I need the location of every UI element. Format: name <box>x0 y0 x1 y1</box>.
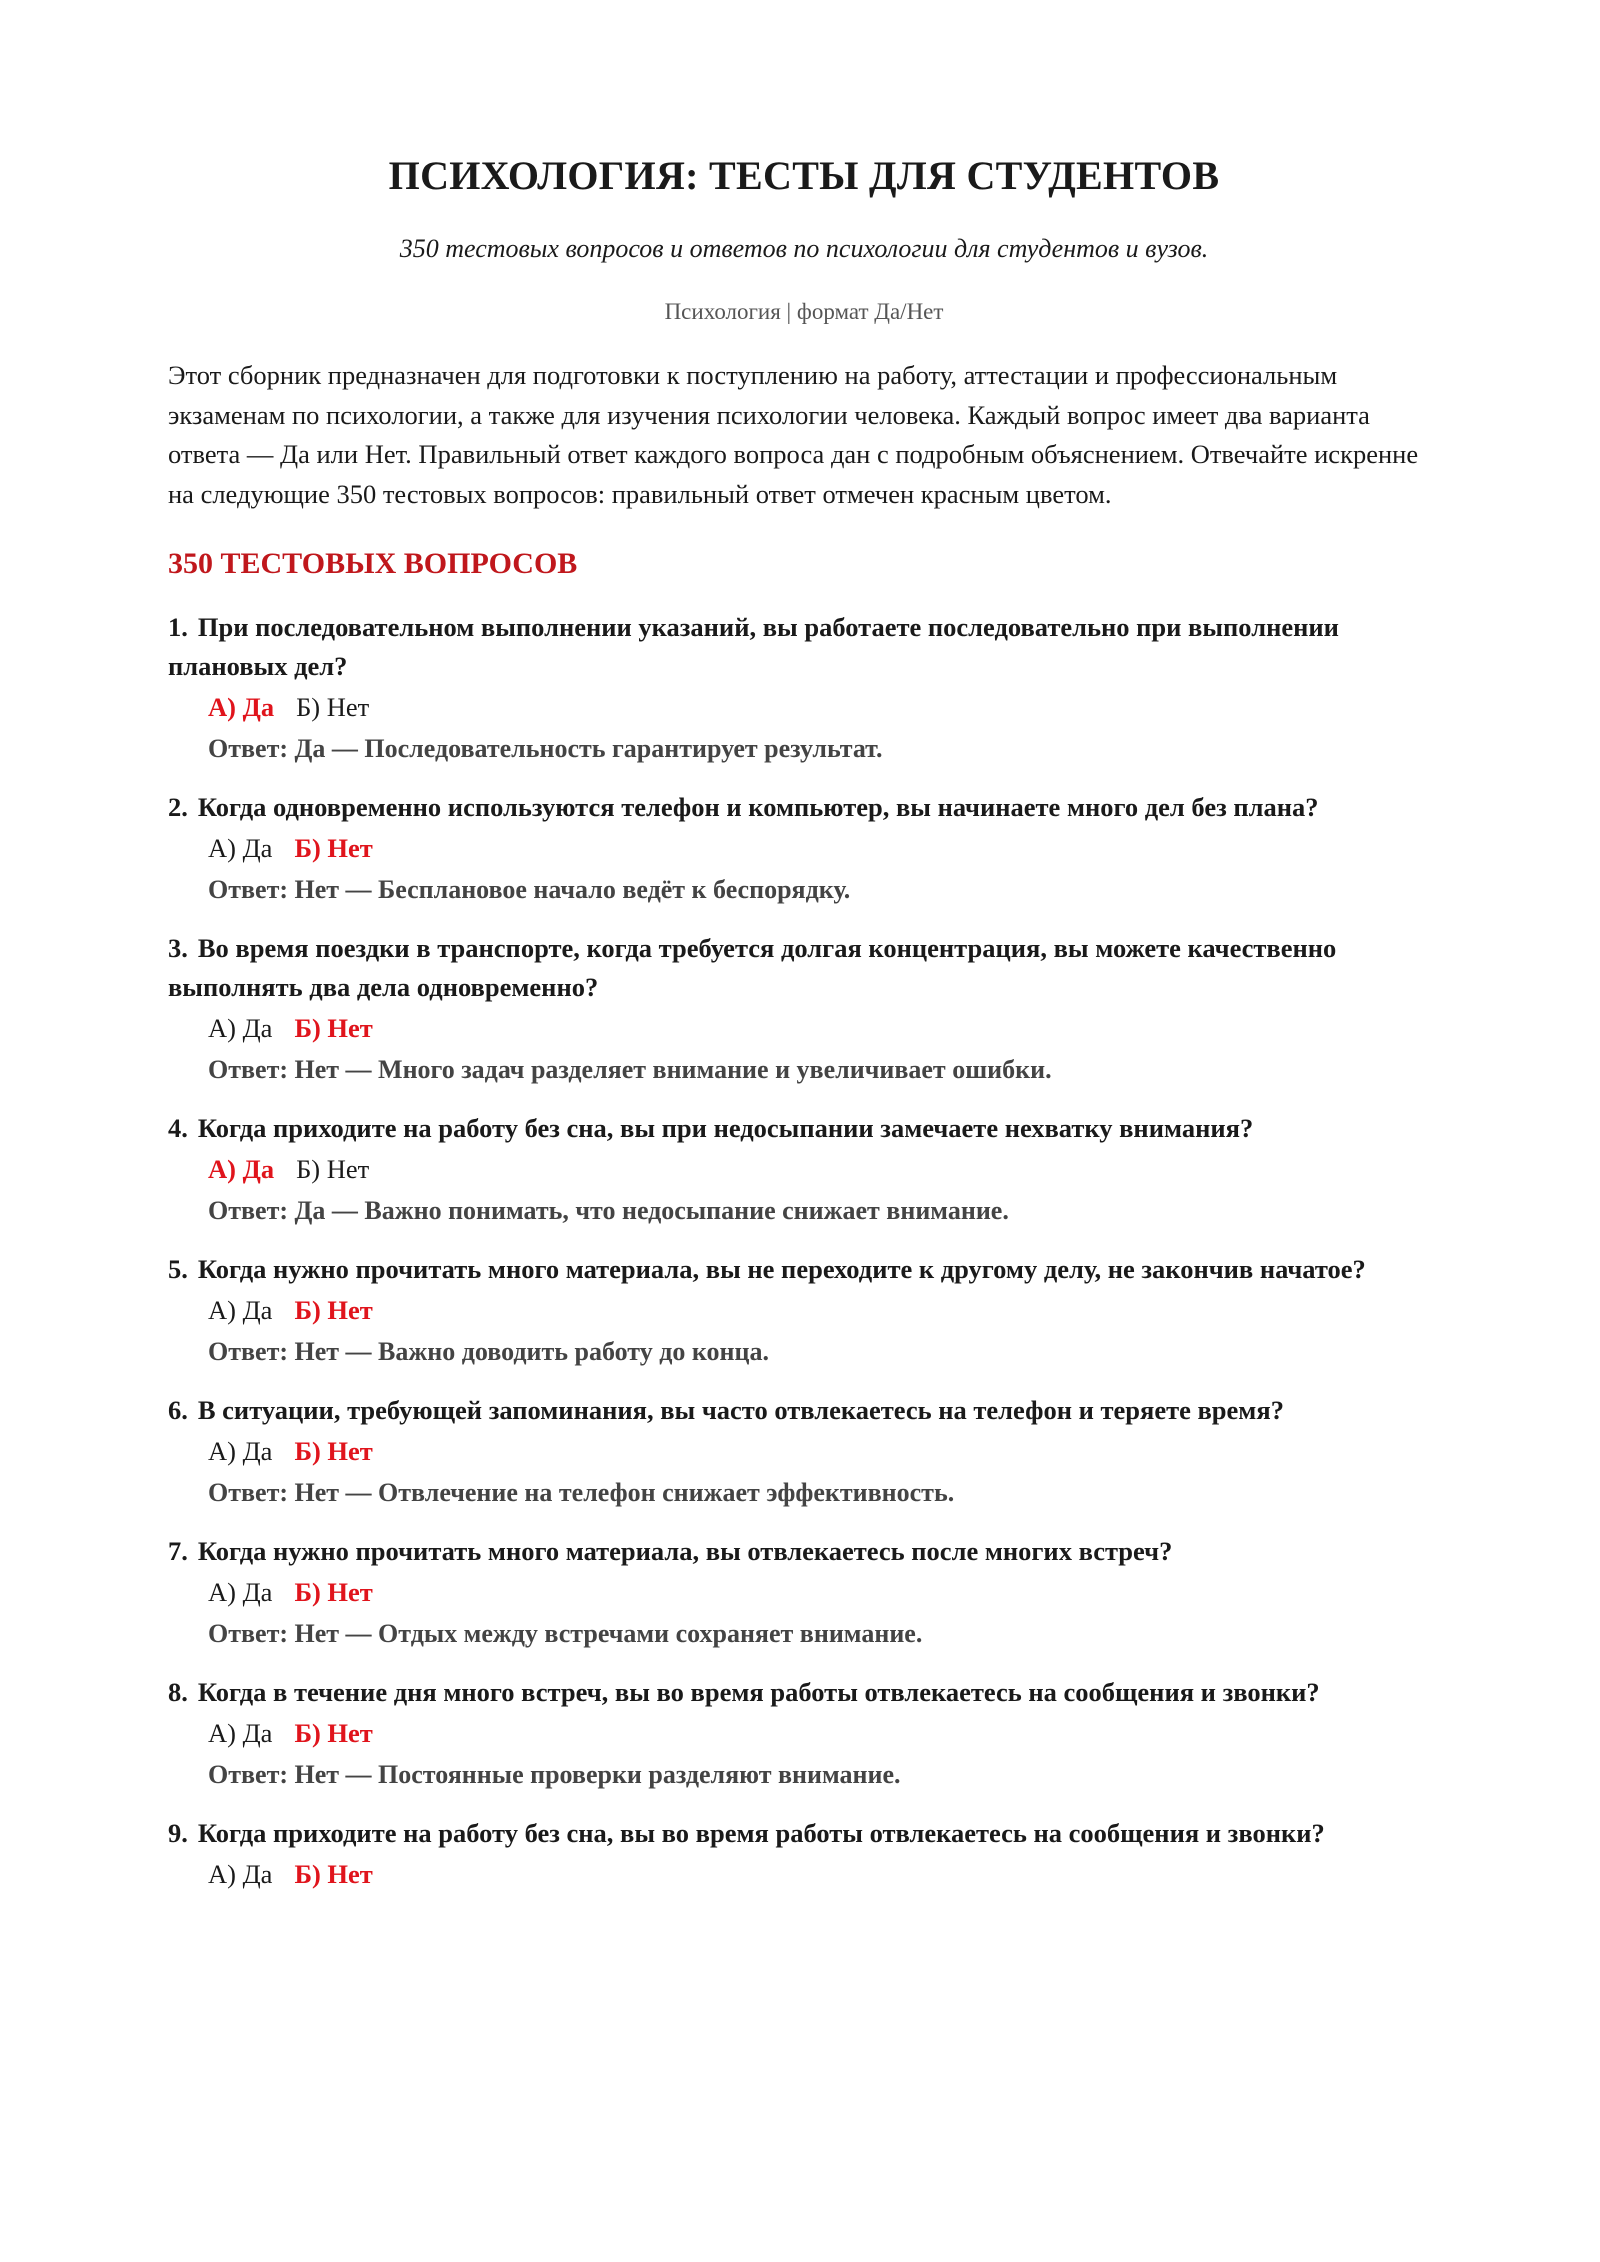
answer-options <box>168 1853 1440 1895</box>
option-b: Б) Нет <box>296 1154 370 1184</box>
question-text: Когда нужно прочитать много материала, вы не переходите к другому делу, не закончив начатое? <box>197 1254 1366 1284</box>
option-a: А) Да <box>208 1577 273 1607</box>
question-text: Когда приходите на работу без сна, вы при недосыпании замечаете нехватку внимания? <box>197 1113 1254 1143</box>
answer-explanation: Ответ: Нет — Много задач разделяет внимание и увеличивает ошибки. <box>208 1055 1052 1084</box>
page-meta: Психология | формат Да/Нет <box>664 299 944 324</box>
option-b: Б) Нет <box>294 833 373 863</box>
answer-options <box>168 1430 1440 1472</box>
question-number: 6. <box>168 1395 188 1425</box>
question-item <box>168 1814 1440 1895</box>
question-number: 5. <box>168 1254 188 1284</box>
option-a: А) Да <box>208 1436 273 1466</box>
answer-options <box>168 1007 1440 1049</box>
question-text-block <box>168 1814 1440 1853</box>
option-b: Б) Нет <box>294 1859 373 1889</box>
option-b: Б) Нет <box>294 1436 373 1466</box>
question-text-block <box>168 1391 1440 1430</box>
option-a: А) Да <box>208 833 273 863</box>
answer-explanation: Ответ: Нет — Важно доводить работу до конца. <box>208 1337 769 1366</box>
question-text-block <box>168 1532 1440 1571</box>
question-item <box>168 1109 1440 1232</box>
section-heading: 350 ТЕСТОВЫХ ВОПРОСОВ <box>168 547 578 580</box>
question-text: Когда в течение дня много встреч, вы во время работы отвлекаетесь на сообщения и звонки? <box>197 1677 1320 1707</box>
answer-explanation: Ответ: Нет — Отдых между встречами сохраняет внимание. <box>208 1619 923 1648</box>
answer-options <box>168 686 1440 728</box>
answer-explanation: Ответ: Нет — Бесплановое начало ведёт к беспорядку. <box>208 875 851 904</box>
option-b: Б) Нет <box>294 1718 373 1748</box>
question-item <box>168 1532 1440 1655</box>
answer-options <box>168 827 1440 869</box>
option-a: А) Да <box>208 692 275 722</box>
option-a: А) Да <box>208 1718 273 1748</box>
option-b: Б) Нет <box>294 1295 373 1325</box>
question-number: 4. <box>168 1113 188 1143</box>
question-text-block <box>168 608 1440 686</box>
option-a: А) Да <box>208 1154 275 1184</box>
answer-explanation: Ответ: Нет — Отвлечение на телефон снижает эффективность. <box>208 1478 955 1507</box>
question-number: 9. <box>168 1818 188 1848</box>
answer-explanation: Ответ: Да — Важно понимать, что недосыпание снижает внимание. <box>208 1196 1009 1225</box>
answer-options <box>168 1289 1440 1331</box>
question-number: 8. <box>168 1677 188 1707</box>
page-subtitle: 350 тестовых вопросов и ответов по психологии для студентов и вузов. <box>399 234 1209 263</box>
question-text: Во время поездки в транспорте, когда требуется долгая концентрация, вы можете качественно выполнять два дела одновременно? <box>168 933 1337 1002</box>
question-number: 3. <box>168 933 188 963</box>
option-a: А) Да <box>208 1859 273 1889</box>
question-number: 1. <box>168 612 188 642</box>
question-item <box>168 1673 1440 1796</box>
question-text-block <box>168 1250 1440 1289</box>
question-text: Когда приходите на работу без сна, вы во время работы отвлекаетесь на сообщения и звонки? <box>197 1818 1325 1848</box>
question-text-block <box>168 929 1440 1007</box>
question-list <box>168 608 1440 1895</box>
answer-options <box>168 1148 1440 1190</box>
question-item <box>168 1250 1440 1373</box>
page-title: ПСИХОЛОГИЯ: ТЕСТЫ ДЛЯ СТУДЕНТОВ <box>388 153 1220 198</box>
intro-paragraph: Этот сборник предназначен для подготовки к поступлению на работу, аттестации и профессиональным экзаменам по психологии, а также для изучения психологии человека. Каждый вопрос имеет два варианта ответа — Да или Нет. Правильный ответ каждого вопроса дан с подробным объяснением. Отвечайте искренне на следующие 350 тестовых вопросов: правильный ответ отмечен красным цветом. <box>168 360 1419 509</box>
question-text: В ситуации, требующей запоминания, вы часто отвлекаетесь на телефон и теряете время? <box>197 1395 1284 1425</box>
question-text: При последовательном выполнении указаний, вы работаете последовательно при выполнении плановых дел? <box>168 612 1339 681</box>
question-item <box>168 788 1440 911</box>
option-b: Б) Нет <box>294 1013 373 1043</box>
question-text: Когда нужно прочитать много материала, вы отвлекаетесь после многих встреч? <box>197 1536 1173 1566</box>
option-a: А) Да <box>208 1295 273 1325</box>
answer-options <box>168 1712 1440 1754</box>
option-b: Б) Нет <box>296 692 370 722</box>
question-number: 2. <box>168 792 188 822</box>
answer-options <box>168 1571 1440 1613</box>
question-text-block <box>168 788 1440 827</box>
answer-explanation: Ответ: Да — Последовательность гарантирует результат. <box>208 734 883 763</box>
question-item <box>168 929 1440 1091</box>
question-item <box>168 1391 1440 1514</box>
question-text-block <box>168 1673 1440 1712</box>
question-text-block <box>168 1109 1440 1148</box>
question-item <box>168 608 1440 770</box>
question-number: 7. <box>168 1536 188 1566</box>
question-text: Когда одновременно используются телефон и компьютер, вы начинаете много дел без плана? <box>197 792 1319 822</box>
answer-explanation: Ответ: Нет — Постоянные проверки разделяют внимание. <box>208 1760 901 1789</box>
option-a: А) Да <box>208 1013 273 1043</box>
option-b: Б) Нет <box>294 1577 373 1607</box>
